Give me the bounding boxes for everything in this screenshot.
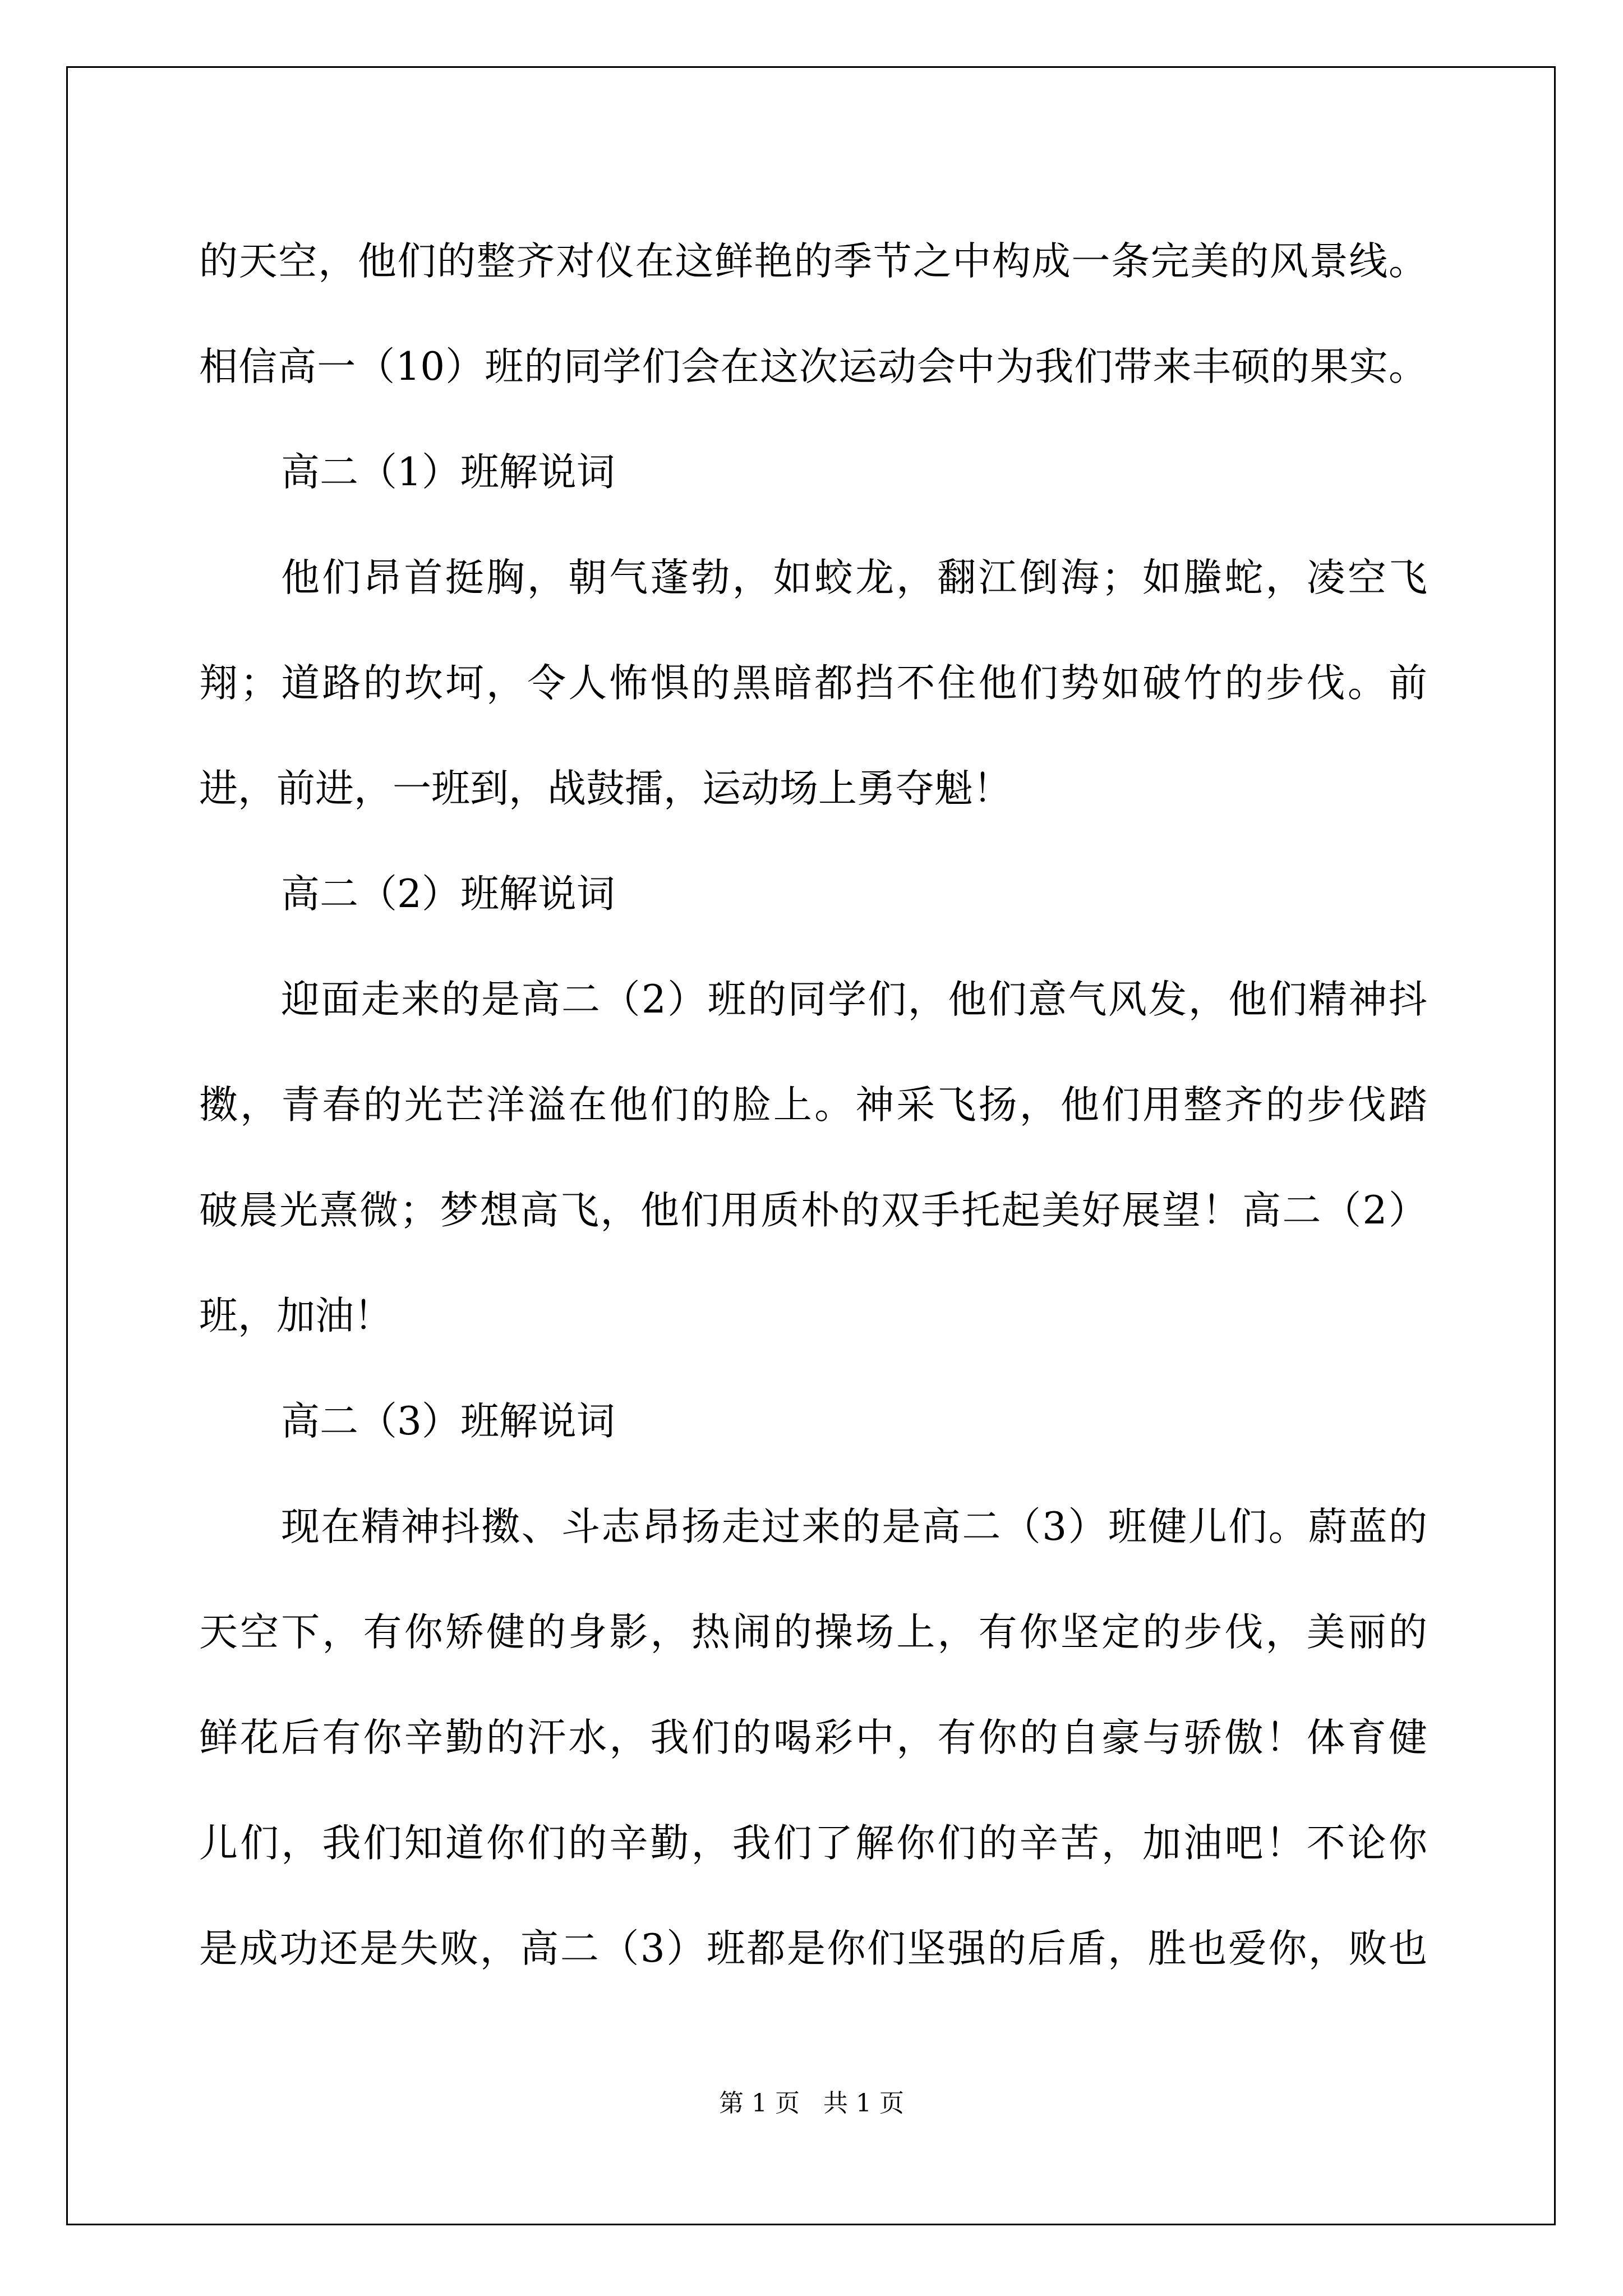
page-number: 第 1 页 共 1 页 — [719, 2089, 904, 2118]
body-line: 相信高一（10）班的同学们会在这次运动会中为我们带来丰硕的果实。 — [199, 344, 1427, 389]
body-line: 迎面走来的是高二（2）班的同学们，他们意气风发，他们精神抖 — [281, 977, 1427, 1022]
body-line: 破晨光熹微；梦想高飞，他们用质朴的双手托起美好展望！高二（2） — [199, 1188, 1427, 1233]
section-heading: 高二（2）班解说词 — [281, 872, 615, 917]
body-line: 是成功还是失败，高二（3）班都是你们坚强的后盾，胜也爱你，败也 — [199, 1926, 1427, 1971]
body-line: 鲜花后有你辛勤的汗水，我们的喝彩中，有你的自豪与骄傲！体育健 — [199, 1715, 1427, 1760]
body-line: 天空下，有你矫健的身影，热闹的操场上，有你坚定的步伐，美丽的 — [199, 1610, 1427, 1655]
body-line: 儿们，我们知道你们的辛勤，我们了解你们的辛苦，加油吧！不论你 — [199, 1821, 1427, 1866]
body-line: 班，加油！ — [199, 1294, 393, 1338]
body-line: 现在精神抖擞、斗志昂扬走过来的是高二（3）班健儿们。蔚蓝的 — [281, 1504, 1427, 1549]
body-line: 他们昂首挺胸，朝气蓬勃，如蛟龙，翻江倒海；如螣蛇，凌空飞 — [281, 555, 1427, 600]
page-footer — [0, 2087, 1623, 2120]
body-line: 擞，青春的光芒洋溢在他们的脸上。神采飞扬，他们用整齐的步伐踏 — [199, 1083, 1427, 1128]
body-line: 的天空，他们的整齐对仪在这鲜艳的季节之中构成一条完美的风景线。 — [199, 239, 1427, 284]
section-heading: 高二（3）班解说词 — [281, 1399, 615, 1444]
body-line: 进，前进，一班到，战鼓擂，运动场上勇夺魁！ — [199, 766, 1012, 811]
document-body — [199, 209, 1427, 2001]
section-heading: 高二（1）班解说词 — [281, 450, 615, 495]
body-line: 翔；道路的坎坷，令人怖惧的黑暗都挡不住他们势如破竹的步伐。前 — [199, 661, 1427, 706]
